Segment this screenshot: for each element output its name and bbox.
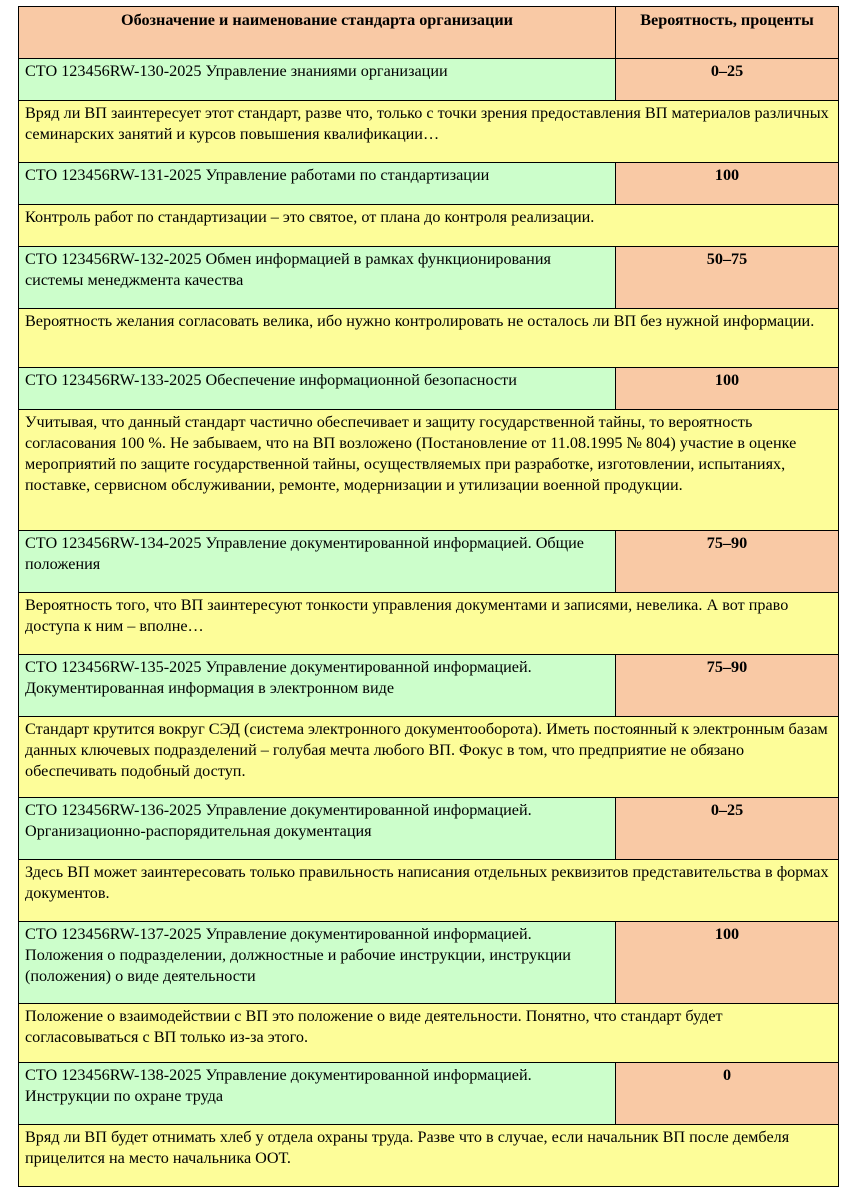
standard-name: СТО 123456RW-133-2025 Обеспечение информационной безопасности (19, 368, 616, 410)
comment-text: Вряд ли ВП заинтересует этот стандарт, разве что, только с точки зрения предоставления ВП материалов различных семинарских занятий и курсов повышения квалификации… (19, 101, 839, 163)
header-standard-name: Обозначение и наименование стандарта организации (19, 7, 616, 59)
standard-name: СТО 123456RW-132-2025 Обмен информацией в рамках функционирования системы менеджмента качества (19, 247, 616, 309)
standard-name: СТО 123456RW-138-2025 Управление документированной информацией. Инструкции по охране труда (19, 1063, 616, 1125)
comment-row (19, 717, 839, 798)
probability-value: 50–75 (616, 247, 839, 309)
standard-row (19, 59, 839, 101)
standard-row (19, 247, 839, 309)
standards-table (18, 6, 839, 1187)
comment-text: Контроль работ по стандартизации – это святое, от плана до контроля реализации. (19, 205, 839, 247)
header-row (19, 7, 839, 59)
probability-value: 0–25 (616, 798, 839, 860)
probability-value: 75–90 (616, 531, 839, 593)
comment-row (19, 1125, 839, 1187)
standard-name: СТО 123456RW-135-2025 Управление документированной информацией. Документированная информация в электронном виде (19, 655, 616, 717)
standard-row (19, 368, 839, 410)
comment-row (19, 205, 839, 247)
comment-row (19, 309, 839, 368)
standard-row (19, 655, 839, 717)
comment-text: Вероятность того, что ВП заинтересуют тонкости управления документами и записями, невелика. А вот право доступа к ним – вполне… (19, 593, 839, 655)
standard-row (19, 1063, 839, 1125)
probability-value: 0–25 (616, 59, 839, 101)
standard-name: СТО 123456RW-137-2025 Управление документированной информацией. Положения о подразделении, должностные и рабочие инструкции, инструкции (положения) о виде деятельности (19, 922, 616, 1004)
comment-row (19, 1004, 839, 1063)
comment-text: Стандарт крутится вокруг СЭД (система электронного документооборота). Иметь постоянный к электронным базам данных ключевых подразделений – голубая мечта любого ВП. Фокус в том, что предприятие не обязано обеспечивать подобный доступ. (19, 717, 839, 798)
comment-text: Вряд ли ВП будет отнимать хлеб у отдела охраны труда. Разве что в случае, если начальник ВП после дембеля прицелится на место начальника ООТ. (19, 1125, 839, 1187)
standard-row (19, 531, 839, 593)
standard-name: СТО 123456RW-136-2025 Управление документированной информацией. Организационно-распорядительная документация (19, 798, 616, 860)
probability-value: 0 (616, 1063, 839, 1125)
comment-row (19, 101, 839, 163)
standard-name: СТО 123456RW-131-2025 Управление работами по стандартизации (19, 163, 616, 205)
comment-row (19, 860, 839, 922)
comment-text: Положение о взаимодействии с ВП это положение о виде деятельности. Понятно, что стандарт будет согласовываться с ВП только из-за этого. (19, 1004, 839, 1063)
probability-value: 75–90 (616, 655, 839, 717)
standard-row (19, 163, 839, 205)
probability-value: 100 (616, 368, 839, 410)
probability-value: 100 (616, 163, 839, 205)
comment-text: Учитывая, что данный стандарт частично обеспечивает и защиту государственной тайны, то вероятность согласования 100 %. Не забываем, что на ВП возложено (Постановление от 11.08.1995 № 804) участие в оценке мероприятий по защите государственной тайны, осуществляемых при разработке, изготовлении, испытаниях, поставке, сервисном обслуживании, ремонте, модернизации и утилизации военной продукции. (19, 410, 839, 531)
header-probability: Вероятность, проценты (616, 7, 839, 59)
standard-row (19, 798, 839, 860)
probability-value: 100 (616, 922, 839, 1004)
standard-row (19, 922, 839, 1004)
comment-text: Здесь ВП может заинтересовать только правильность написания отдельных реквизитов представительства в формах документов. (19, 860, 839, 922)
standard-name: СТО 123456RW-130-2025 Управление знаниями организации (19, 59, 616, 101)
comment-row (19, 593, 839, 655)
standard-name: СТО 123456RW-134-2025 Управление документированной информацией. Общие положения (19, 531, 616, 593)
comment-text: Вероятность желания согласовать велика, ибо нужно контролировать не осталось ли ВП без нужной информации. (19, 309, 839, 368)
comment-row (19, 410, 839, 531)
